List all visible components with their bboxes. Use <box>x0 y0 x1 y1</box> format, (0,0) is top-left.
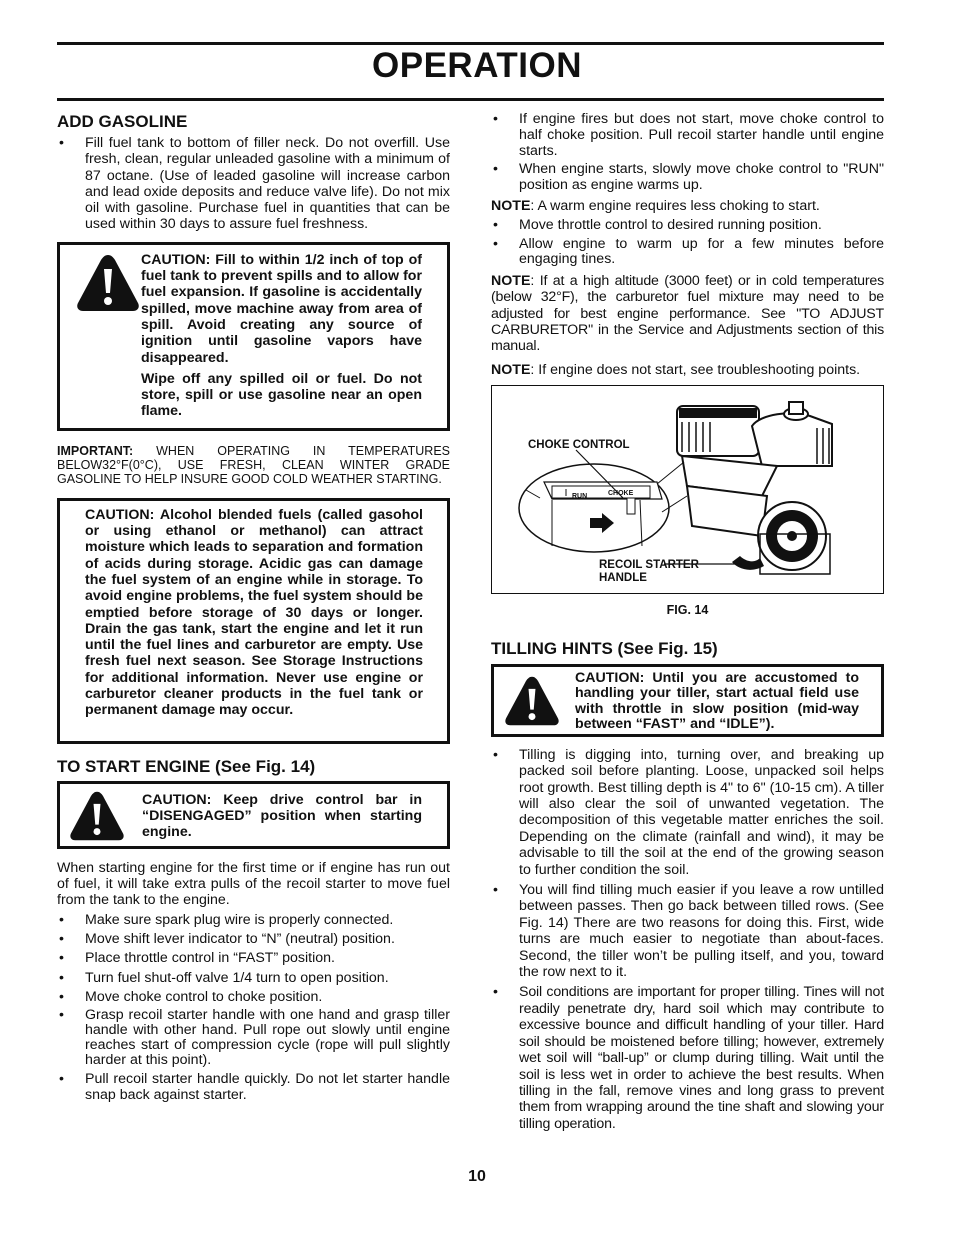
caution-paragraph: CAUTION: Fill to within 1/2 inch of top of fuel tank to prevent spills and to allow for fuel expansion. If gasoline is accidentally spilled, move machine away from area of spill. Avoid creating any source of ignition until gasoline vapors have disappeared. <box>141 251 422 366</box>
list-item: • Move shift lever indicator to “N” (neutral) position. <box>57 931 450 947</box>
list-item: • You will find tilling much easier if you leave a row untilled between passes. Then go back between tilled rows. (See Fig. 14) There are two reasons for doing this. First, wide turns are much easier to negotiate than about-faces. Second, the tiller won’t be pulling itself, and you, toward the row next to it. <box>491 882 884 980</box>
page-title: OPERATION <box>372 46 582 85</box>
caution-text <box>142 792 422 846</box>
add-gasoline-heading: ADD GASOLINE <box>57 112 188 131</box>
list-item: • Make sure spark plug wire is properly connected. <box>57 912 450 928</box>
important-note <box>57 444 450 486</box>
important-label: IMPORTANT: <box>57 443 134 458</box>
tilling-list <box>491 747 884 1132</box>
recoil-starter-label: RECOIL STARTER HANDLE <box>599 558 699 584</box>
list-item: • Move choke control to choke position. <box>57 989 450 1005</box>
start-engine-heading: TO START ENGINE (See Fig. 14) <box>57 756 316 776</box>
caution-box-tilling <box>491 664 884 737</box>
note-troubleshooting: NOTE: If engine does not start, see troubleshooting points. <box>491 362 861 379</box>
throttle-list <box>491 218 884 268</box>
right-column <box>491 112 884 1135</box>
caution-text <box>85 507 423 724</box>
caution-box-alcohol-fuels <box>57 498 450 744</box>
figure-14 <box>491 385 884 594</box>
add-gasoline-list <box>57 135 450 233</box>
caution-box-drive-control <box>57 781 450 849</box>
start-engine-list <box>57 912 450 1104</box>
list-item: • When engine starts, slowly move choke control to "RUN" position as engine warms up. <box>491 162 884 194</box>
figure-caption: FIG. 14 <box>666 602 709 617</box>
choke-control-label: CHOKE CONTROL <box>528 438 630 451</box>
list-item: • Fill fuel tank to bottom of filler neck. Do not overfill. Use fresh, clean, regular unleaded gasoline with a minimum of 87 octane. (Use of leaded gasoline will increase carbon and lead oxide deposits and reduce valve life). Do not mix oil with gasoline. Purchase fuel in quantities that can be used within 30 days to assure fuel freshness. <box>57 135 450 233</box>
list-item: • Soil conditions are important for proper tilling. Tines will not readily penetrate dry, hard soil which may contribute to excessive bounce and difficult handling of your tiller. Hard soil should be moistened before tilling; however, extremely wet soil will “ball-up” or clump during tilling. Wait until the soil is less wet in order to achieve the best results. When tilling in the fall, remove vines and long grass to prevent them from wrapping around the tine shaft and slowing your tilling operation. <box>491 984 884 1132</box>
list-item: • Pull recoil starter handle quickly. Do not let starter handle snap back against starter. <box>57 1071 450 1104</box>
caution-text <box>141 252 422 425</box>
caution-paragraph: CAUTION: Keep drive control bar in “DISENGAGED” position when starting engine. <box>142 791 422 841</box>
caution-paragraph: CAUTION: Until you are accustomed to handling your tiller, start actual field use with throttle in slow position (mid-way between “FAST” and “IDLE”). <box>575 669 859 733</box>
title-rule <box>57 98 884 101</box>
caution-text <box>575 671 859 738</box>
warning-icon <box>503 675 561 727</box>
warning-icon <box>68 790 126 842</box>
important-text: WHEN OPERATING IN TEMPERATURES BELOW32°F(0°C), USE FRESH, CLEAN WINTER GRADE GASOLINE TO HELP INSURE GOOD COLD WEATHER STARTING. <box>57 443 451 486</box>
left-column <box>57 112 450 1107</box>
list-item: • Allow engine to warm up for a few minutes before engaging tines. <box>491 237 884 269</box>
choke-small-label: CHOKE <box>608 489 634 497</box>
warning-icon <box>75 253 141 313</box>
caution-paragraph: CAUTION: Alcohol blended fuels (called gasohol or using ethanol or methanol) can attract moisture which leads to separation and formation of acids during storage. Acidic gas can damage the fuel system of an engine while in storage. To avoid engine problems, the fuel system should be emptied before storage of 30 days or longer. Drain the gas tank, start the engine and let it run until the fuel lines and carburetor are empty. Use fresh fuel next season. See Storage Instructions for additional information. Never use engine or carburetor cleaner products in the fuel tank or permanent damage may occur. <box>85 506 423 719</box>
start-engine-intro: When starting engine for the first time or if engine has run out of fuel, it will take extra pulls of the recoil starter to move fuel from the tank to the engine. <box>57 859 450 909</box>
list-item: • If engine fires but does not start, move choke control to half choke position. Pull recoil starter handle until engine starts. <box>491 112 884 159</box>
caution-paragraph: Wipe off any spilled oil or fuel. Do not store, spill or use gasoline near an open flame. <box>141 370 422 420</box>
list-item: • Tilling is digging into, turning over, and breaking up packed soil before planting. Loose, unpacked soil helps root growth. Best tilling depth is 4" to 6" (10-15 cm). A tiller will also clear the soil of unwanted vegetation. The decomposition of this vegetable matter enriches the soil. Depending on the climate (rainfall and wind), it may be advisable to till the soil at the end of the growing season to further condition the soil. <box>491 747 884 878</box>
note-warm-engine: NOTE: A warm engine requires less choking to start. <box>491 197 820 214</box>
page-number: 10 <box>468 1168 486 1185</box>
list-item: • Move throttle control to desired running position. <box>491 218 884 234</box>
top-rule <box>57 42 884 45</box>
list-item: • Turn fuel shut-off valve 1/4 turn to open position. <box>57 970 450 986</box>
caution-box-fuel-fill <box>57 242 450 431</box>
choke-list <box>491 112 884 194</box>
list-item: • Grasp recoil starter handle with one hand and grasp tiller handle with other hand. Pull rope out slowly until engine reaches start of compression cycle (rope will pull slightly harder at this point). <box>57 1008 450 1068</box>
tilling-heading: TILLING HINTS (See Fig. 15) <box>491 638 718 658</box>
note-altitude: NOTE: If at a high altitude (3000 feet) or in cold temperatures (below 32°F), the carburetor fuel mixture may need to be adjusted for best engine performance. See "TO ADJUST CARBURETOR" in the Service and Adjustments section of this manual. <box>491 273 884 354</box>
run-label: RUN <box>572 492 588 500</box>
list-item: • Place throttle control in “FAST” position. <box>57 950 450 966</box>
